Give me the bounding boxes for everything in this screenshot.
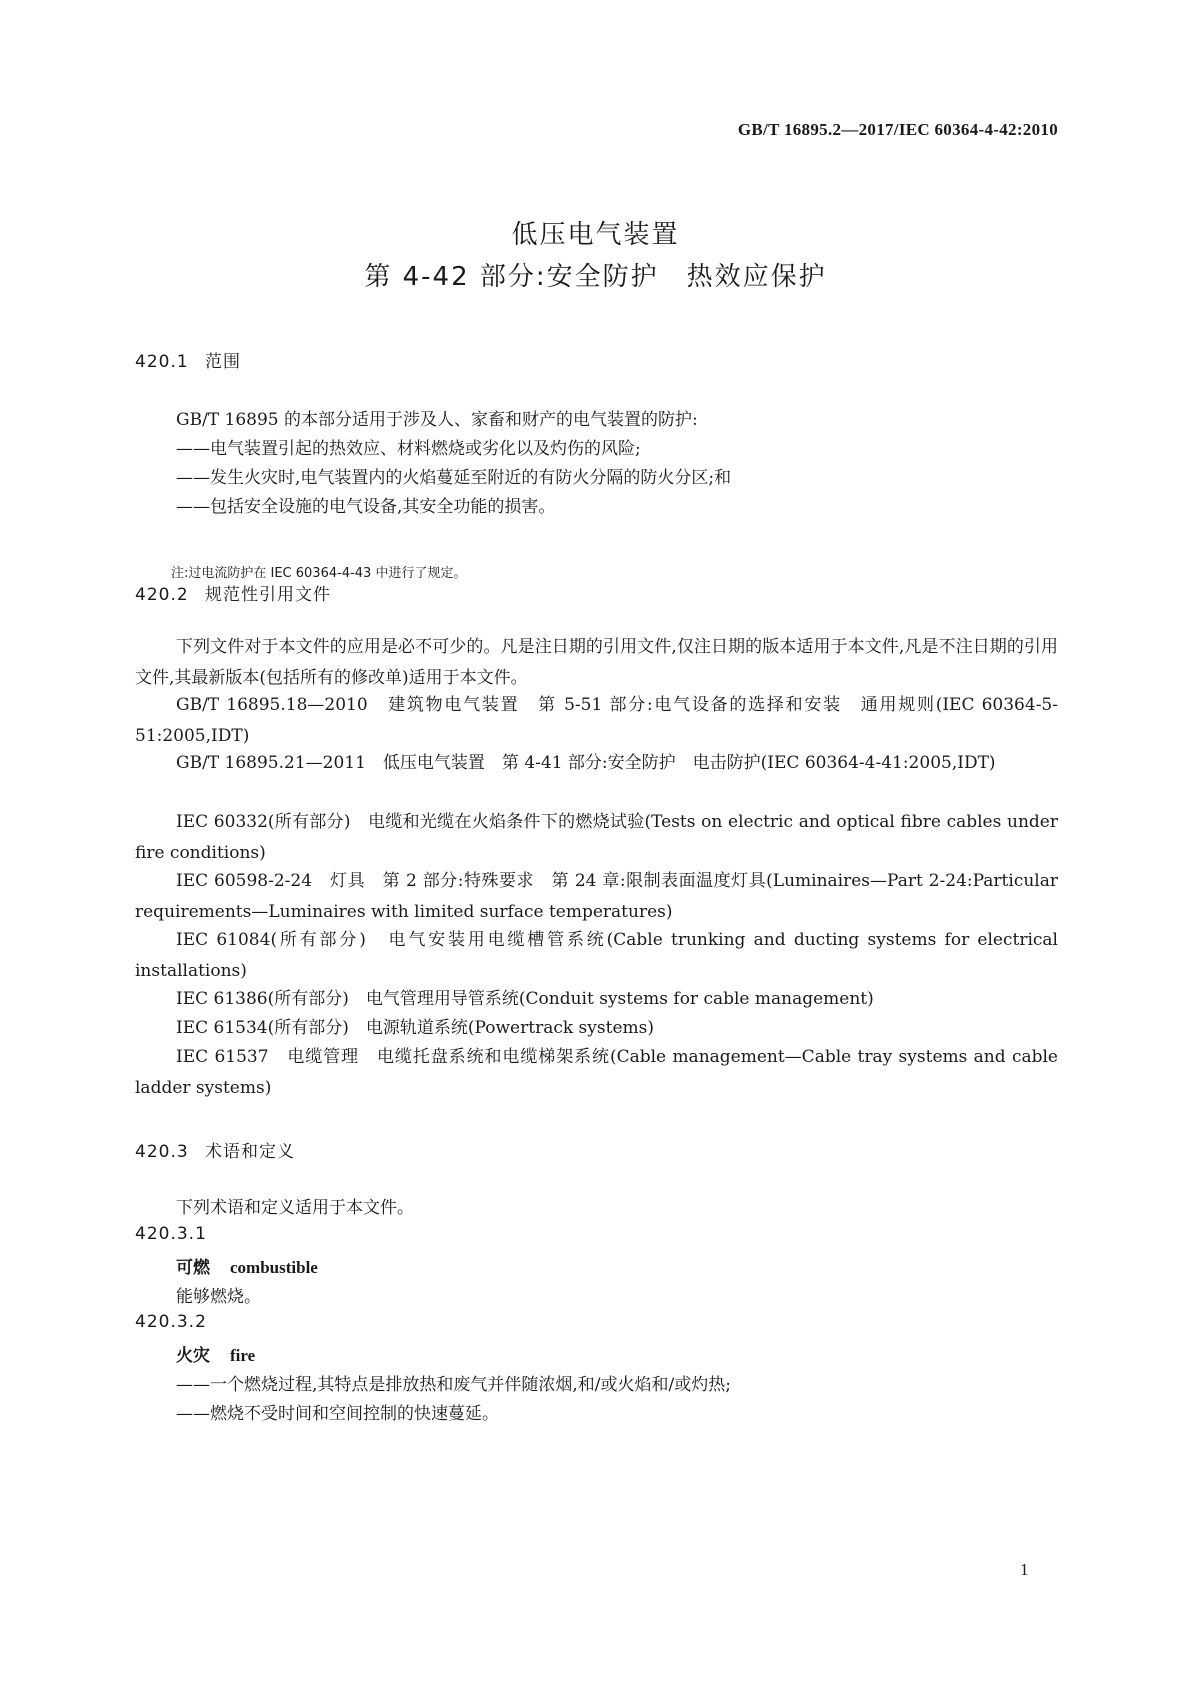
- references-intro: 下列文件对于本文件的应用是必不可少的。凡是注日期的引用文件,仅注日期的版本适用于本文件,凡是不注日期的引用文件,其最新版本(包括所有的修改单)适用于本文件。: [135, 637, 1058, 688]
- terms-intro: 下列术语和定义适用于本文件。: [176, 1198, 414, 1218]
- reference-entry: GB/T 16895.18—2010 建筑物电气装置 第 5-51 部分:电气设备的选择和安装 通用规则(IEC 60364-5-51:2005,IDT): [135, 695, 1058, 746]
- scope-note: 注:过电流防护在 IEC 60364-4-43 中进行了规定。: [171, 566, 467, 581]
- section-number: 420.2: [135, 585, 189, 605]
- scope-intro: GB/T 16895 的本部分适用于涉及人、家畜和财产的电气装置的防护:: [176, 410, 698, 430]
- scope-item: ——发生火灾时,电气装置内的火焰蔓延至附近的有防火分隔的防火分区;和: [176, 468, 732, 488]
- term-english: combustible: [230, 1258, 318, 1277]
- page-number: 1: [1020, 1560, 1029, 1579]
- section-title: 范围: [205, 352, 241, 372]
- scope-item: ——电气装置引起的热效应、材料燃烧或劣化以及灼伤的风险;: [176, 439, 641, 459]
- reference-entry: IEC 60332(所有部分) 电缆和光缆在火焰条件下的燃烧试验(Tests on electric and optical fibre cables under fire conditions): [135, 812, 1058, 863]
- term-chinese: 可燃: [176, 1258, 210, 1278]
- section-title: 术语和定义: [205, 1142, 295, 1162]
- term-heading: [176, 1341, 255, 1366]
- term-definition: 能够燃烧。: [176, 1287, 261, 1307]
- section-number: 420.1: [135, 352, 189, 372]
- term-number: 420.3.2: [135, 1312, 207, 1332]
- scope-item: ——包括安全设施的电气设备,其安全功能的损害。: [176, 497, 556, 517]
- term-definition: ——一个燃烧过程,其特点是排放热和废气并伴随浓烟,和/或火焰和/或灼热;: [176, 1375, 731, 1395]
- reference-entry: IEC 60598-2-24 灯具 第 2 部分:特殊要求 第 24 章:限制表面温度灯具(Luminaires—Part 2-24:Particular requirements—Luminaires with limited surface temperatures): [135, 871, 1058, 922]
- section-heading-scope: [135, 347, 241, 372]
- term-english: fire: [230, 1346, 256, 1365]
- section-heading-terms: [135, 1137, 295, 1162]
- reference-entry: IEC 61386(所有部分) 电气管理用导管系统(Conduit systems for cable management): [176, 989, 874, 1009]
- reference-entry: GB/T 16895.21—2011 低压电气装置 第 4-41 部分:安全防护 电击防护(IEC 60364-4-41:2005,IDT): [176, 753, 996, 773]
- section-title: 规范性引用文件: [205, 585, 331, 605]
- reference-entry: IEC 61084(所有部分) 电气安装用电缆槽管系统(Cable trunking and ducting systems for electrical installations): [135, 930, 1058, 981]
- reference-entry: IEC 61534(所有部分) 电源轨道系统(Powertrack systems): [176, 1018, 654, 1038]
- term-number: 420.3.1: [135, 1224, 207, 1244]
- term-chinese: 火灾: [176, 1346, 210, 1366]
- term-heading: [176, 1253, 318, 1278]
- reference-entry: IEC 61537 电缆管理 电缆托盘系统和电缆梯架系统(Cable management—Cable tray systems and cable ladder systems): [135, 1047, 1058, 1098]
- document-title-line2: 第 4-42 部分:安全防护 热效应保护: [364, 262, 827, 292]
- term-definition: ——燃烧不受时间和空间控制的快速蔓延。: [176, 1404, 499, 1424]
- section-heading-normative-references: [135, 580, 331, 605]
- section-number: 420.3: [135, 1142, 189, 1162]
- document-title-line1: 低压电气装置: [511, 220, 680, 250]
- standard-code-header: GB/T 16895.2—2017/IEC 60364-4-42:2010: [737, 120, 1058, 139]
